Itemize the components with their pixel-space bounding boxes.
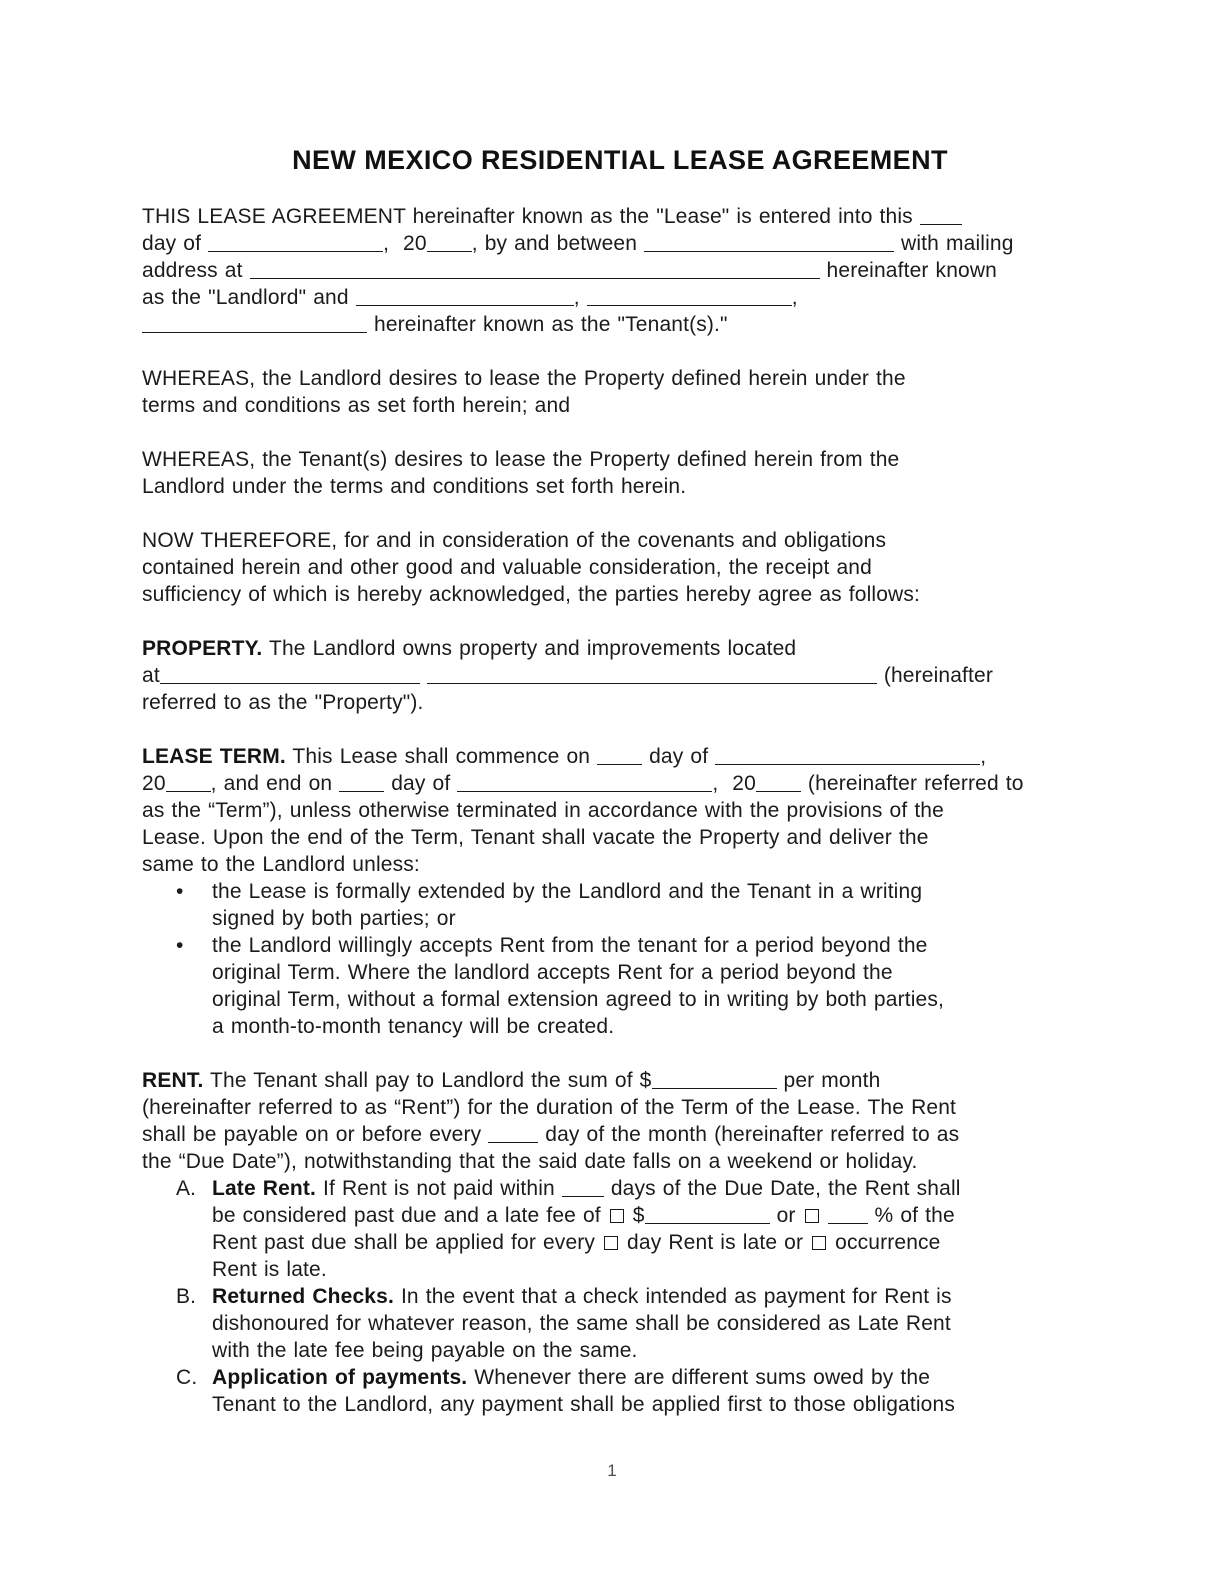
text-run: sufficiency of which is hereby acknowledged, the parties hereby agree as follows: — [142, 583, 921, 606]
text-run: WHEREAS, the Landlord desires to lease the Property defined herein under the — [142, 367, 906, 390]
document-title: NEW MEXICO RESIDENTIAL LEASE AGREEMENT — [292, 145, 948, 175]
fill-in-blank[interactable] — [166, 778, 211, 792]
lease-term-bullets — [142, 878, 1098, 1040]
text-run: THIS LEASE AGREEMENT hereinafter known as the "Lease" is entered into this — [142, 205, 920, 228]
text-run: If Rent is not paid within — [316, 1177, 562, 1200]
bold-lead-in: Late Rent. — [212, 1177, 317, 1200]
fill-in-blank[interactable] — [457, 778, 712, 792]
rent-subclauses — [142, 1175, 1098, 1418]
text-run: In the event that a check intended as payment for Rent is — [393, 1285, 952, 1308]
lease-term-clause — [142, 743, 1098, 878]
text-run: a month-to-month tenancy will be created. — [212, 1015, 615, 1038]
fill-in-blank[interactable] — [250, 265, 820, 279]
fill-in-blank[interactable] — [160, 670, 420, 684]
whereas-landlord-clause-text — [142, 365, 1098, 419]
text-run: 20 — [142, 772, 166, 795]
whereas-tenant-clause-text — [142, 446, 1098, 500]
text-run: The Tenant shall pay to Landlord the sum of $ — [203, 1069, 652, 1092]
text-run: , — [980, 745, 987, 768]
text-run: or — [769, 1204, 803, 1227]
text-run: This Lease shall commence on — [285, 745, 598, 768]
property-clause — [142, 635, 1098, 716]
text-run: shall be payable on or before every — [142, 1123, 489, 1146]
bold-lead-in: LEASE TERM. — [142, 745, 286, 768]
text-run: dishonoured for whatever reason, the same shall be considered as Late Rent — [212, 1312, 951, 1335]
now-therefore-clause-text — [142, 527, 1098, 608]
text-run: Lease. Upon the end of the Term, Tenant shall vacate the Property and deliver the — [142, 826, 929, 849]
text-run: Whenever there are different sums owed by the — [467, 1366, 931, 1389]
text-run — [420, 664, 427, 687]
bold-lead-in: PROPERTY. — [142, 637, 263, 660]
bullet-marker: • — [176, 934, 184, 957]
property-clause-text — [142, 635, 1098, 716]
rent-subclauses-item-1 — [142, 1175, 1098, 1283]
text-run: with the late fee being payable on the same. — [212, 1339, 638, 1362]
text-run: be considered past due and a late fee of — [212, 1204, 608, 1227]
text-run: $ — [625, 1204, 645, 1227]
intro-clause — [142, 203, 1098, 338]
rent-clause — [142, 1067, 1098, 1175]
now-therefore-clause — [142, 527, 1098, 608]
fill-in-blank[interactable] — [597, 751, 642, 765]
text-run: day of — [384, 772, 458, 795]
lease-term-bullets-item-1 — [142, 878, 1098, 932]
text-run: The Landlord owns property and improvements located — [262, 637, 797, 660]
fill-in-blank[interactable] — [427, 238, 472, 252]
rent-subclauses-item-2 — [142, 1283, 1098, 1364]
text-run: day Rent is late or — [620, 1231, 811, 1254]
text-run: day of the month (hereinafter referred to as — [538, 1123, 960, 1146]
intro-clause-text — [142, 203, 1098, 338]
text-run: address at — [142, 259, 250, 282]
bold-lead-in: RENT. — [142, 1069, 204, 1092]
fill-in-blank[interactable] — [142, 319, 367, 333]
text-run: hereinafter known — [819, 259, 998, 282]
text-run: day of — [142, 232, 209, 255]
letter-marker: C. — [176, 1366, 198, 1389]
rent-clause-text — [142, 1067, 1098, 1175]
text-run: , and end on — [210, 772, 340, 795]
checkbox[interactable] — [610, 1209, 624, 1223]
lease-term-clause-text — [142, 743, 1098, 878]
bold-lead-in: Application of payments. — [212, 1366, 468, 1389]
fill-in-blank[interactable] — [828, 1210, 868, 1224]
text-run: % of the — [867, 1204, 955, 1227]
text-run: original Term. Where the landlord accepts Rent for a period beyond the — [212, 961, 893, 984]
text-run: , — [791, 286, 798, 309]
text-run: , by and between — [471, 232, 645, 255]
document-body — [142, 203, 1098, 1418]
whereas-landlord-clause — [142, 365, 1098, 419]
text-run: same to the Landlord unless: — [142, 853, 420, 876]
fill-in-blank[interactable] — [427, 670, 877, 684]
text-run: as the “Term”), unless otherwise terminated in accordance with the provisions of the — [142, 799, 944, 822]
text-run: , 20 — [383, 232, 427, 255]
rent-subclauses-item-3 — [142, 1364, 1098, 1418]
letter-marker: A. — [176, 1177, 197, 1200]
text-run: the “Due Date”), notwithstanding that the said date falls on a weekend or holiday. — [142, 1150, 918, 1173]
fill-in-blank[interactable] — [756, 778, 801, 792]
text-run: terms and conditions as set forth herein; and — [142, 394, 571, 417]
fill-in-blank[interactable] — [339, 778, 384, 792]
text-run: Tenant to the Landlord, any payment shall be applied first to those obligations — [212, 1393, 955, 1416]
fill-in-blank[interactable] — [356, 292, 574, 306]
lease-term-bullets-item-2 — [142, 932, 1098, 1040]
text-run: NOW THEREFORE, for and in consideration of the covenants and obligations — [142, 529, 887, 552]
text-run: Rent past due shall be applied for every — [212, 1231, 603, 1254]
text-run: per month — [776, 1069, 881, 1092]
bullet-marker: • — [176, 880, 184, 903]
whereas-tenant-clause — [142, 446, 1098, 500]
text-run: referred to as the "Property"). — [142, 691, 424, 714]
bold-lead-in: Returned Checks. — [212, 1285, 394, 1308]
fill-in-blank[interactable] — [652, 1075, 777, 1089]
text-run: (hereinafter — [876, 664, 994, 687]
text-run: Rent is late. — [212, 1258, 327, 1281]
fill-in-blank[interactable] — [644, 238, 894, 252]
text-run: WHEREAS, the Tenant(s) desires to lease the Property defined herein from the — [142, 448, 900, 471]
text-run: signed by both parties; or — [212, 907, 456, 930]
text-run: Landlord under the terms and conditions set forth herein. — [142, 475, 687, 498]
text-run: days of the Due Date, the Rent shall — [603, 1177, 961, 1200]
text-run: contained herein and other good and valuable consideration, the receipt and — [142, 556, 872, 579]
fill-in-blank[interactable] — [715, 751, 980, 765]
checkbox[interactable] — [805, 1209, 819, 1223]
text-run: (hereinafter referred to — [800, 772, 1024, 795]
text-run: occurrence — [828, 1231, 941, 1254]
text-run: at — [142, 664, 160, 687]
fill-in-blank[interactable] — [562, 1183, 604, 1197]
text-run: original Term, without a formal extension agreed to in writing by both parties, — [212, 988, 944, 1011]
text-run — [821, 1204, 828, 1227]
text-run: (hereinafter referred to as “Rent”) for the duration of the Term of the Lease. The Rent — [142, 1096, 957, 1119]
page-number: 1 — [607, 1461, 617, 1480]
fill-in-blank[interactable] — [208, 238, 383, 252]
text-run: hereinafter known as the "Tenant(s)." — [367, 313, 728, 336]
text-run: day of — [642, 745, 716, 768]
text-run: , 20 — [712, 772, 756, 795]
text-run: the Lease is formally extended by the Landlord and the Tenant in a writing — [212, 880, 923, 903]
text-run: with mailing — [894, 232, 1014, 255]
text-run: the Landlord willingly accepts Rent from the tenant for a period beyond the — [212, 934, 928, 957]
fill-in-blank[interactable] — [488, 1129, 538, 1143]
checkbox[interactable] — [812, 1236, 826, 1250]
letter-marker: B. — [176, 1285, 197, 1308]
text-run: , — [573, 286, 587, 309]
fill-in-blank[interactable] — [920, 211, 962, 225]
text-run: as the "Landlord" and — [142, 286, 356, 309]
fill-in-blank[interactable] — [587, 292, 792, 306]
fill-in-blank[interactable] — [645, 1210, 770, 1224]
checkbox[interactable] — [604, 1236, 618, 1250]
